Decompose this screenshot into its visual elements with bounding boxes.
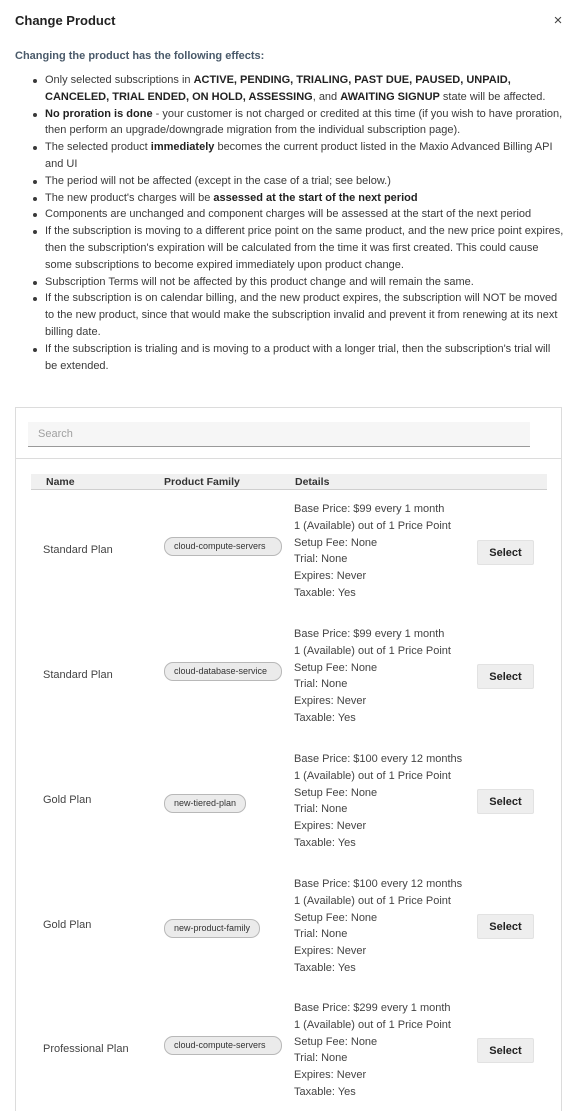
taxable: Taxable: Yes — [294, 961, 356, 974]
product-table-panel — [15, 407, 562, 1111]
taxable: Taxable: Yes — [294, 586, 356, 599]
product-family-badge: cloud-database-service — [164, 662, 282, 681]
price-points: 1 (Available) out of 1 Price Point — [294, 519, 451, 532]
effects-heading: Changing the product has the following effects: — [15, 50, 265, 62]
product-family-badge: new-tiered-plan — [164, 794, 246, 813]
table-row — [16, 501, 561, 626]
product-name: Gold Plan — [43, 919, 92, 931]
table-header — [31, 474, 547, 490]
effect-item: Only selected subscriptions in ACTIVE, PENDING, TRIALING, PAST DUE, PAUSED, UNPAID, CANCELED, TRIAL ENDED, ON HOLD, ASSESSING, and AWAITING SIGNUP state will be affected. — [15, 72, 565, 106]
search-input[interactable] — [28, 422, 530, 446]
setup-fee: Setup Fee: None — [294, 911, 378, 924]
trial: Trial: None — [294, 678, 348, 691]
expires: Expires: Never — [294, 570, 367, 583]
taxable: Taxable: Yes — [294, 1085, 356, 1098]
product-family-badge: cloud-compute-servers — [164, 537, 282, 556]
effects-list — [15, 72, 565, 374]
setup-fee: Setup Fee: None — [294, 536, 378, 549]
price-points: 1 (Available) out of 1 Price Point — [294, 1018, 451, 1031]
column-header-details[interactable]: Details — [295, 476, 330, 488]
table-row — [16, 751, 561, 876]
base-price: Base Price: $299 every 1 month — [294, 1002, 451, 1014]
base-price: Base Price: $99 every 1 month — [294, 503, 445, 515]
base-price: Base Price: $99 every 1 month — [294, 628, 445, 640]
price-points: 1 (Available) out of 1 Price Point — [294, 894, 451, 907]
product-details — [294, 501, 474, 602]
select-button[interactable]: Select — [477, 914, 534, 939]
product-name: Gold Plan — [43, 794, 92, 806]
expires: Expires: Never — [294, 820, 367, 833]
effect-item: If the subscription is trialing and is moving to a product with a longer trial, then the subscription's trial will be extended. — [15, 341, 565, 375]
effect-item: Components are unchanged and component charges will be assessed at the start of the next period — [15, 206, 565, 223]
column-header-name[interactable]: Name — [46, 476, 75, 488]
effect-item: No proration is done - your customer is not charged or credited at this time (if you wish to have proration, then perform an upgrade/downgrade migration from the individual subscription page). — [15, 106, 565, 140]
modal-header — [15, 13, 565, 33]
taxable: Taxable: Yes — [294, 836, 356, 849]
product-details — [294, 876, 474, 977]
select-button[interactable]: Select — [477, 789, 534, 814]
table-row — [16, 626, 561, 751]
base-price: Base Price: $100 every 12 months — [294, 878, 463, 890]
table-row — [16, 1000, 561, 1111]
product-name: Standard Plan — [43, 544, 113, 556]
expires: Expires: Never — [294, 695, 367, 708]
price-points: 1 (Available) out of 1 Price Point — [294, 769, 451, 782]
trial: Trial: None — [294, 803, 348, 816]
column-header-family[interactable]: Product Family — [164, 476, 240, 488]
table-row — [16, 876, 561, 1001]
setup-fee: Setup Fee: None — [294, 786, 378, 799]
effect-item: The period will not be affected (except in the case of a trial; see below.) — [15, 173, 565, 190]
search-box — [28, 422, 530, 447]
effect-item: If the subscription is on calendar billing, and the new product expires, the subscription will NOT be moved to the new product, since that would make the subscription invalid and prevent it from renewing at its next billing date. — [15, 290, 565, 340]
divider — [16, 458, 561, 459]
product-family-badge: cloud-compute-servers — [164, 1036, 282, 1055]
setup-fee: Setup Fee: None — [294, 661, 378, 674]
trial: Trial: None — [294, 1052, 348, 1065]
select-button[interactable]: Select — [477, 1038, 534, 1063]
price-points: 1 (Available) out of 1 Price Point — [294, 644, 451, 657]
effect-item: The new product's charges will be assessed at the start of the next period — [15, 190, 565, 207]
product-name: Standard Plan — [43, 669, 113, 681]
expires: Expires: Never — [294, 945, 367, 958]
product-details — [294, 1000, 474, 1101]
setup-fee: Setup Fee: None — [294, 1035, 378, 1048]
effect-item: Subscription Terms will not be affected by this product change and will remain the same. — [15, 274, 565, 291]
trial: Trial: None — [294, 553, 348, 566]
taxable: Taxable: Yes — [294, 711, 356, 724]
trial: Trial: None — [294, 928, 348, 941]
close-icon[interactable]: × — [553, 12, 563, 29]
product-details — [294, 751, 474, 852]
expires: Expires: Never — [294, 1069, 367, 1082]
modal-title: Change Product — [15, 13, 116, 28]
base-price: Base Price: $100 every 12 months — [294, 753, 463, 765]
select-button[interactable]: Select — [477, 540, 534, 565]
product-name: Professional Plan — [43, 1043, 129, 1055]
effect-item: The selected product immediately becomes the current product listed in the Maxio Advanced Billing API and UI — [15, 139, 565, 173]
effect-item: If the subscription is moving to a different price point on the same product, and the new price point expires, then the subscription's expiration will be calculated from the time it was first created. This could cause some subscriptions to become expired immediately upon product change. — [15, 223, 565, 273]
product-family-badge: new-product-family — [164, 919, 260, 938]
select-button[interactable]: Select — [477, 664, 534, 689]
product-details — [294, 626, 474, 727]
